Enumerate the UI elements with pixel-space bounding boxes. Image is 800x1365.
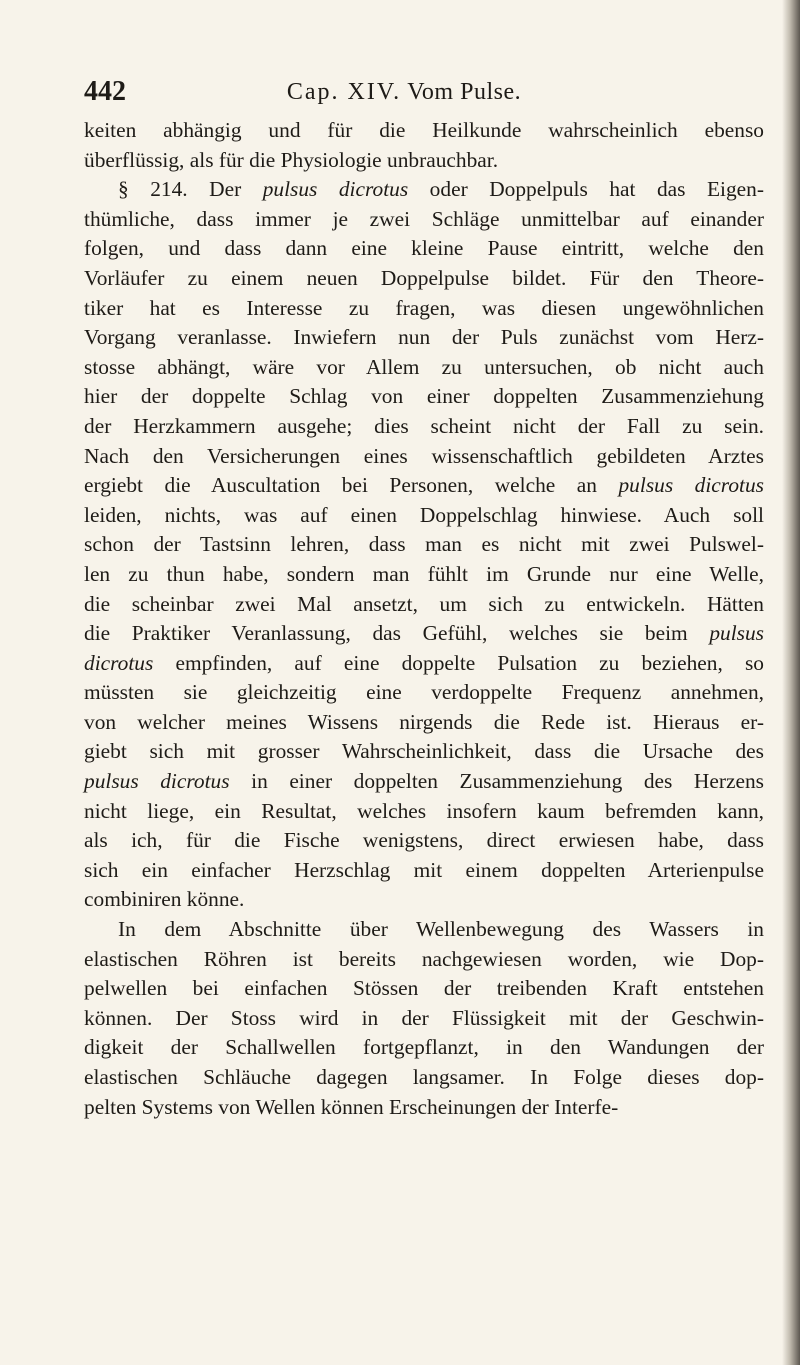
- page-binding-shadow: [782, 0, 800, 1365]
- text-line: pelwellen bei einfachen Stössen der treibenden Kraft entstehen: [84, 976, 764, 1001]
- text-line: § 214. Der pulsus dicrotus oder Doppelpuls hat das Eigen-: [118, 177, 764, 202]
- text-line: hier der doppelte Schlag von einer doppelten Zusammenziehung: [84, 384, 764, 409]
- text-line: In dem Abschnitte über Wellenbewegung des Wassers in: [118, 917, 764, 942]
- text-line: Nach den Versicherungen eines wissenschaftlich gebildeten Arztes: [84, 443, 764, 468]
- text-line: die scheinbar zwei Mal ansetzt, um sich zu entwickeln. Hätten: [84, 591, 764, 616]
- text-line: folgen, und dass dann eine kleine Pause eintritt, welche den: [84, 236, 764, 261]
- running-head: [84, 72, 724, 112]
- text-line: ergiebt die Auscultation bei Personen, welche an pulsus dicrotus: [84, 473, 764, 498]
- text-line: schon der Tastsinn lehren, dass man es nicht mit zwei Pulswel-: [84, 532, 764, 557]
- page-header: [84, 72, 724, 112]
- text-line: als ich, für die Fische wenigstens, direct erwiesen habe, dass: [84, 828, 764, 853]
- text-line: leiden, nichts, was auf einen Doppelschlag hinwiese. Auch soll: [84, 502, 764, 527]
- text-line: pelten Systems von Wellen können Erscheinungen der Interfe-: [84, 1094, 619, 1119]
- text-line: digkeit der Schallwellen fortgepflanzt, in den Wandungen der: [84, 1035, 764, 1060]
- text-line: tiker hat es Interesse zu fragen, was diesen ungewöhnlichen: [84, 295, 764, 320]
- text-line: können. Der Stoss wird in der Flüssigkeit mit der Geschwin-: [84, 1005, 764, 1030]
- text-line: combiniren könne.: [84, 887, 245, 912]
- text-line: nicht liege, ein Resultat, welches insofern kaum befremden kann,: [84, 798, 764, 823]
- text-line: dicrotus empfinden, auf eine doppelte Pulsation zu beziehen, so: [84, 650, 764, 675]
- text-line: len zu thun habe, sondern man fühlt im Grunde nur eine Welle,: [84, 561, 764, 586]
- text-line: der Herzkammern ausgehe; dies scheint nicht der Fall zu sein.: [84, 413, 764, 438]
- chapter-label: Cap. XIV.: [286, 79, 402, 105]
- text-line: stosse abhängt, wäre vor Allem zu untersuchen, ob nicht auch: [84, 354, 764, 379]
- body-text: [84, 116, 764, 1122]
- text-line: Vorgang veranlasse. Inwiefern nun der Puls zunächst vom Herz-: [84, 325, 764, 350]
- text-line: Vorläufer zu einem neuen Doppelpulse bildet. Für den Theore-: [84, 265, 764, 290]
- page-number: 442: [84, 76, 126, 107]
- chapter-title: Vom Pulse.: [407, 79, 522, 105]
- text-line: müssten sie gleichzeitig eine verdoppelte Frequenz annehmen,: [84, 680, 764, 705]
- text-line: keiten abhängig und für die Heilkunde wahrscheinlich ebenso: [84, 118, 764, 142]
- text-line: elastischen Röhren ist bereits nachgewiesen worden, wie Dop-: [84, 946, 764, 971]
- text-line: thümliche, dass immer je zwei Schläge unmittelbar auf einander: [84, 206, 764, 231]
- text-line: elastischen Schläuche dagegen langsamer. In Folge dieses dop-: [84, 1065, 764, 1089]
- text-line: die Praktiker Veranlassung, das Gefühl, welches sie beim pulsus: [84, 621, 764, 646]
- text-line: von welcher meines Wissens nirgends die Rede ist. Hieraus er-: [84, 709, 764, 734]
- text-line: sich ein einfacher Herzschlag mit einem doppelten Arterienpulse: [84, 857, 764, 882]
- text-line: giebt sich mit grosser Wahrscheinlichkeit, dass die Ursache des: [84, 739, 764, 764]
- text-line: überflüssig, als für die Physiologie unbrauchbar.: [84, 147, 499, 172]
- text-line: pulsus dicrotus in einer doppelten Zusammenziehung des Herzens: [84, 769, 764, 794]
